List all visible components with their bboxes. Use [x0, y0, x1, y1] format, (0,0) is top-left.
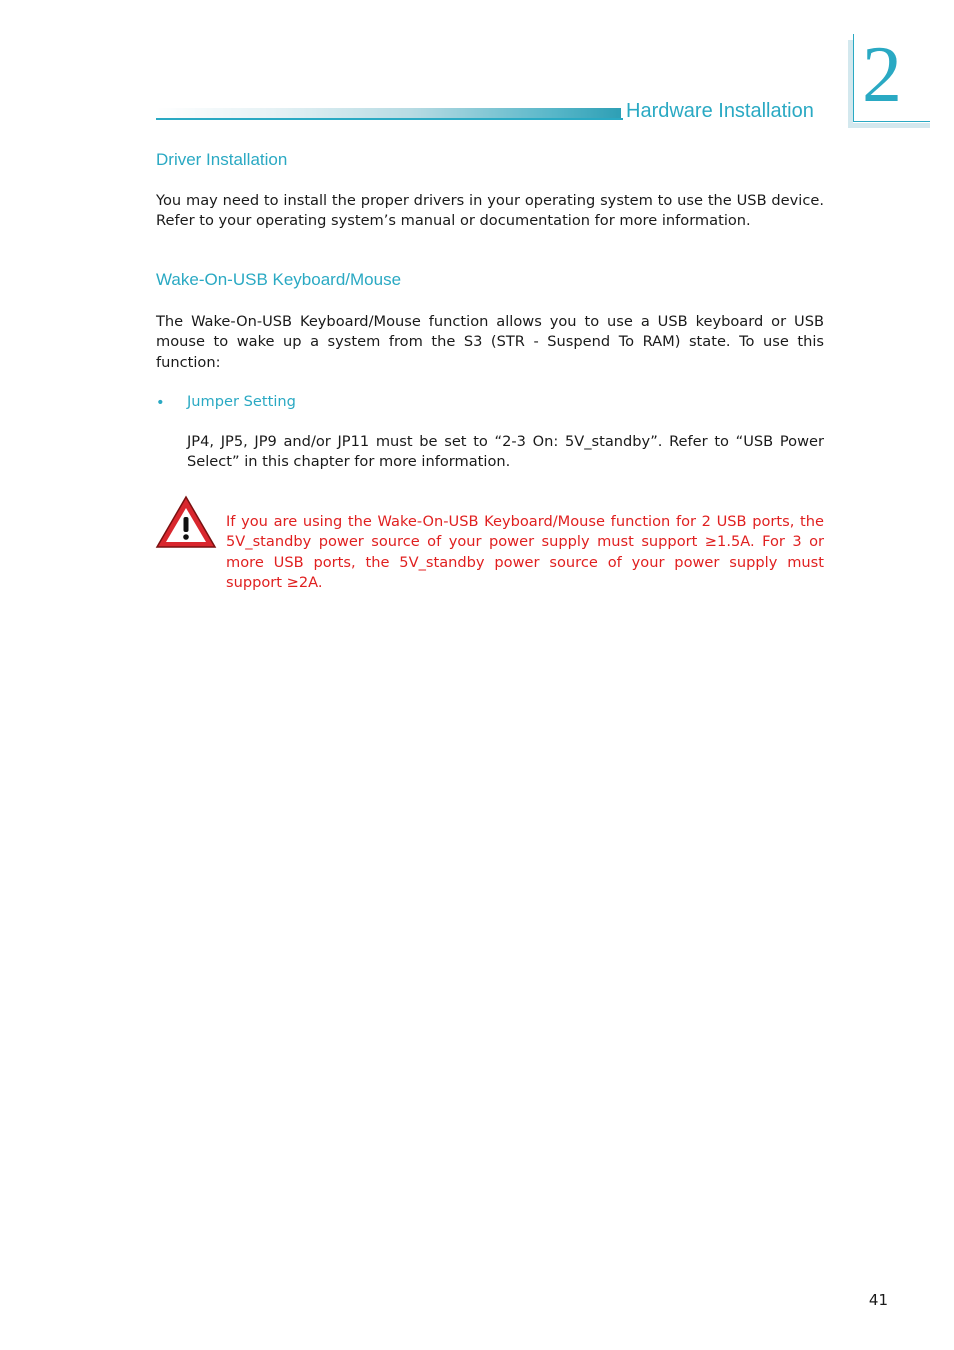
warning-triangle-icon — [155, 495, 217, 549]
warning-text: If you are using the Wake-On-USB Keyboard/Mouse function for 2 USB ports, the 5V_standby power source of your power supply must support ≥1.5A. For 3 or more USB ports, the 5V_standby power source of your power supply must support ≥2A. — [226, 513, 824, 592]
page-number: 41 — [868, 1291, 888, 1309]
jumper-setting-body: JP4, JP5, JP9 and/or JP11 must be set to “2-3 On: 5V_standby”. Refer to “USB Power Select” in this chapter for more information. — [187, 433, 824, 471]
header-gradient-bar — [156, 108, 621, 118]
wake-on-usb-body: The Wake-On-USB Keyboard/Mouse function allows you to use a USB keyboard or USB mouse to wake up a system from the S3 (STR - Suspend To RAM) state. To use this function: — [156, 313, 824, 371]
bullet-icon: • — [156, 394, 165, 411]
wake-on-usb-heading: Wake-On-USB Keyboard/Mouse — [156, 270, 402, 289]
driver-installation-heading: Driver Installation — [156, 150, 288, 169]
jumper-setting-label: Jumper Setting — [187, 393, 296, 410]
chapter-tab-shadow-bottom — [848, 123, 930, 128]
driver-installation-body: You may need to install the proper drivers in your operating system to use the USB device. Refer to your operating system’s manual or documentation for more information. — [156, 192, 824, 230]
chapter-tab-line — [853, 34, 854, 122]
section-title: Hardware Installation — [626, 100, 814, 122]
header-rule — [156, 118, 623, 120]
chapter-tab-line-bottom — [853, 121, 930, 122]
chapter-number: 2 — [862, 31, 902, 119]
